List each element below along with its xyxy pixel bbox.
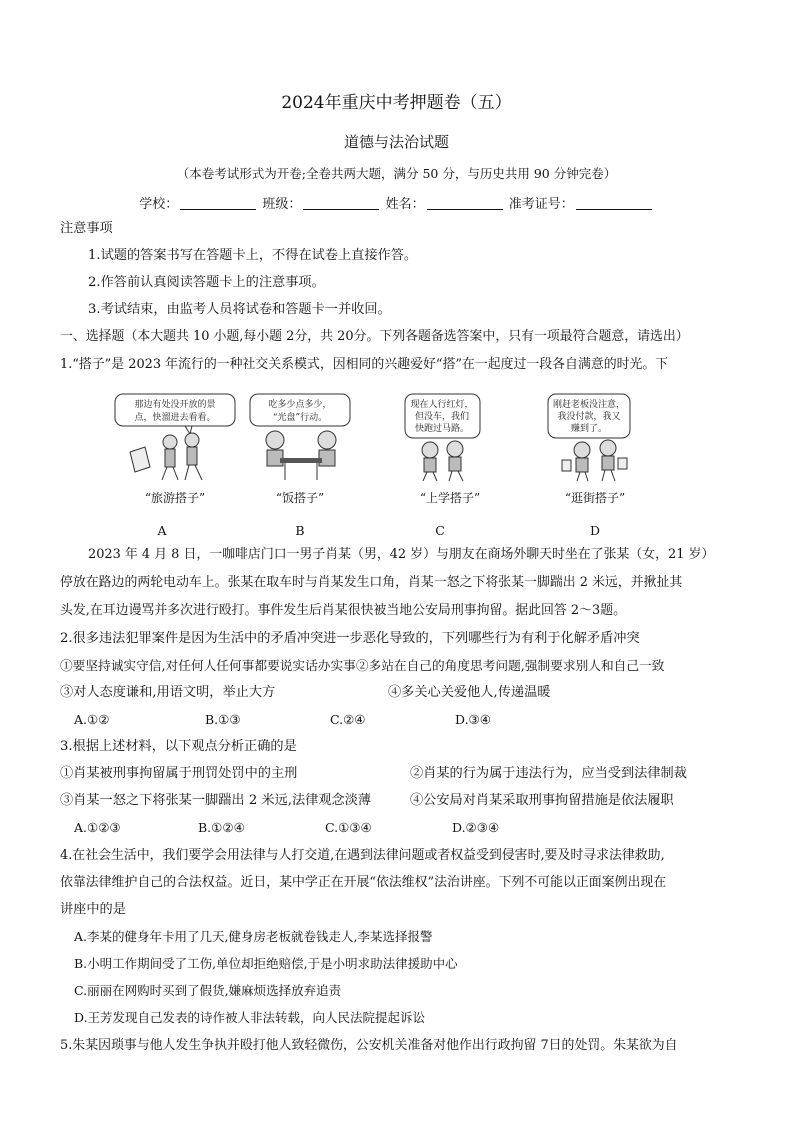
cartoon-caption: “饭搭子”: [275, 491, 325, 505]
option-b[interactable]: B.小明工作期间受了工伤,单位却拒绝赔偿,于是小明求助法律援助中心: [74, 956, 458, 971]
cartoon-travel: [110, 392, 240, 482]
cartoon-shopping: [530, 392, 660, 482]
option-c[interactable]: C.丽丽在网购时买到了假货,嫌麻烦选择放弃追责: [74, 983, 342, 998]
cartoon-bubble-text: 现在人行红灯，: [410, 400, 474, 410]
option-letter: B: [295, 523, 305, 538]
option-letter: C: [435, 523, 445, 538]
notices-heading: 注意事项: [60, 221, 113, 236]
question-2-stem: 2.很多违法犯罪案件是因为生活中的矛盾冲突进一步恶化导致的，下列哪些行为有利于化解矛盾冲突: [60, 631, 640, 646]
name-label: 姓名：: [385, 197, 425, 212]
exam-subtitle: 道德与法治试题: [343, 133, 449, 151]
cartoon-bubble-text: 那边有处没开放的景: [134, 400, 216, 410]
option-a[interactable]: A.①②: [74, 712, 110, 727]
statement-line: ①要坚持诚实守信,对任何人任何事都要说实话办实事②多站在自己的角度思考问题,强制要求别人和自己一致: [60, 658, 665, 673]
statement: ②肖某的行为属于违法行为，应当受到法律制裁: [410, 766, 687, 781]
statement: ③肖某一怒之下将张某一脚踹出 2 米远,法律观念淡薄: [60, 793, 372, 808]
cartoon-bubble-text: 快跑过马路。: [414, 424, 470, 434]
material-line: 头发,在耳边谩骂并多次进行殴打。事件发生后肖某很快被当地公安局刑事拘留。据此回答 2～3题。: [60, 603, 627, 618]
option-b[interactable]: B.①②④: [198, 820, 245, 835]
material-line: 停放在路边的两轮电动车上。张某在取车时与肖某发生口角，肖某一怒之下将张某一脚踹出 2 米远，并揪扯其: [60, 575, 683, 590]
question-4-stem: 4.在社会生活中，我们要学会用法律与人打交道,在遇到法律问题或者权益受到侵害时,要及时寻求法律救助,: [60, 848, 665, 863]
option-a[interactable]: A.李某的健身年卡用了几天,健身房老板就卷钱走人,李某选择报警: [74, 929, 433, 944]
statement: ④公安局对肖某采取刑事拘留措施是依法履职: [410, 793, 674, 808]
exam-note: （本卷考试形式为开卷;全卷共两大题，满分 50 分，与历史共用 90 分钟完卷）: [176, 166, 617, 181]
school-blank[interactable]: [180, 196, 256, 210]
statement: ④多关心关爱他人,传递温暖: [388, 685, 551, 700]
cartoon-bubble-text: “光盘”行动。: [272, 413, 328, 423]
question-1-stem: 1.“搭子”是 2023 年流行的一种社交关系模式，因相同的兴趣爱好“搭”在一起度过一段各自满意的时光。下: [60, 357, 669, 372]
cartoon-bubble-text: 我没付款，我又: [557, 412, 621, 422]
cartoon-caption: “旅游搭子”: [144, 491, 206, 505]
option-c[interactable]: C.①③④: [325, 820, 372, 835]
option-letter: A: [157, 523, 167, 538]
statement: ①肖某被刑事拘留属于刑罚处罚中的主刑: [60, 766, 298, 781]
section-heading: 一、选择题（本大题共 10 小题,每小题 2分，共 20分。下列各题备选答案中，只有一项最符合题意，请选出）: [60, 329, 689, 344]
cartoon-bubble-text: 刚赶老板没注意，: [552, 400, 626, 410]
statement: ③对人态度谦和,用语文明，举止大方: [60, 685, 276, 700]
notice-item: 2.作答前认真阅读答题卡上的注意事项。: [88, 275, 325, 290]
name-blank[interactable]: [427, 196, 503, 210]
cartoon-bubble-text: 赚到了。: [570, 424, 608, 434]
notice-item: 3.考试结束，由监考人员将试卷和答题卡一并收回。: [88, 302, 391, 317]
notice-item: 1.试题的答案书写在答题卡上，不得在试卷上直接作答。: [88, 248, 418, 263]
cartoon-school: [385, 392, 515, 482]
option-b[interactable]: B.①③: [205, 712, 241, 727]
question-3-stem: 3.根据上述材料，以下观点分析正确的是: [60, 739, 297, 754]
school-label: 学校：: [139, 197, 179, 212]
option-d[interactable]: D.③④: [455, 712, 491, 727]
option-c[interactable]: C.②④: [330, 712, 366, 727]
class-label: 班级：: [262, 197, 302, 212]
question-5-stem: 5.朱某因琐事与他人发生争执并殴打他人致轻微伤，公安机关准备对他作出行政拘留 7日的处罚。朱某欲为自: [60, 1038, 678, 1053]
cartoon-caption: “上学搭子”: [419, 491, 481, 505]
student-info-row: [0, 193, 793, 212]
cartoon-caption: “逛街搭子”: [564, 491, 626, 505]
question-4-stem: 讲座中的是: [60, 902, 126, 917]
option-a[interactable]: A.①②③: [74, 820, 121, 835]
question-4-stem: 依靠法律维护自己的合法权益。近日，某中学正在开展“依法维权”法治讲座。下列不可能以正面案例出现在: [60, 875, 667, 890]
cartoon-bubble-text: 但没车，我们: [414, 412, 470, 422]
cartoon-bubble-text: 点，快溜进去看看。: [134, 413, 216, 423]
exam-no-blank[interactable]: [576, 196, 652, 210]
cartoon-meal: [235, 392, 365, 482]
material-line: 2023 年 4 月 8 日，一咖啡店门口一男子肖某（男，42 岁）与朋友在商场外聊天时坐在了张某（女，21 岁）: [88, 547, 715, 562]
exam-title: 2024年重庆中考押题卷（五）: [281, 93, 512, 113]
cartoon-bubble-text: 吃多少点多少，: [268, 400, 332, 410]
class-blank[interactable]: [303, 196, 379, 210]
exam-no-label: 准考证号：: [508, 197, 574, 212]
option-letter: D: [589, 523, 601, 538]
option-d[interactable]: D.②③④: [452, 820, 500, 835]
option-d[interactable]: D.王芳发现自己发表的诗作被人非法转载，向人民法院提起诉讼: [74, 1010, 426, 1025]
